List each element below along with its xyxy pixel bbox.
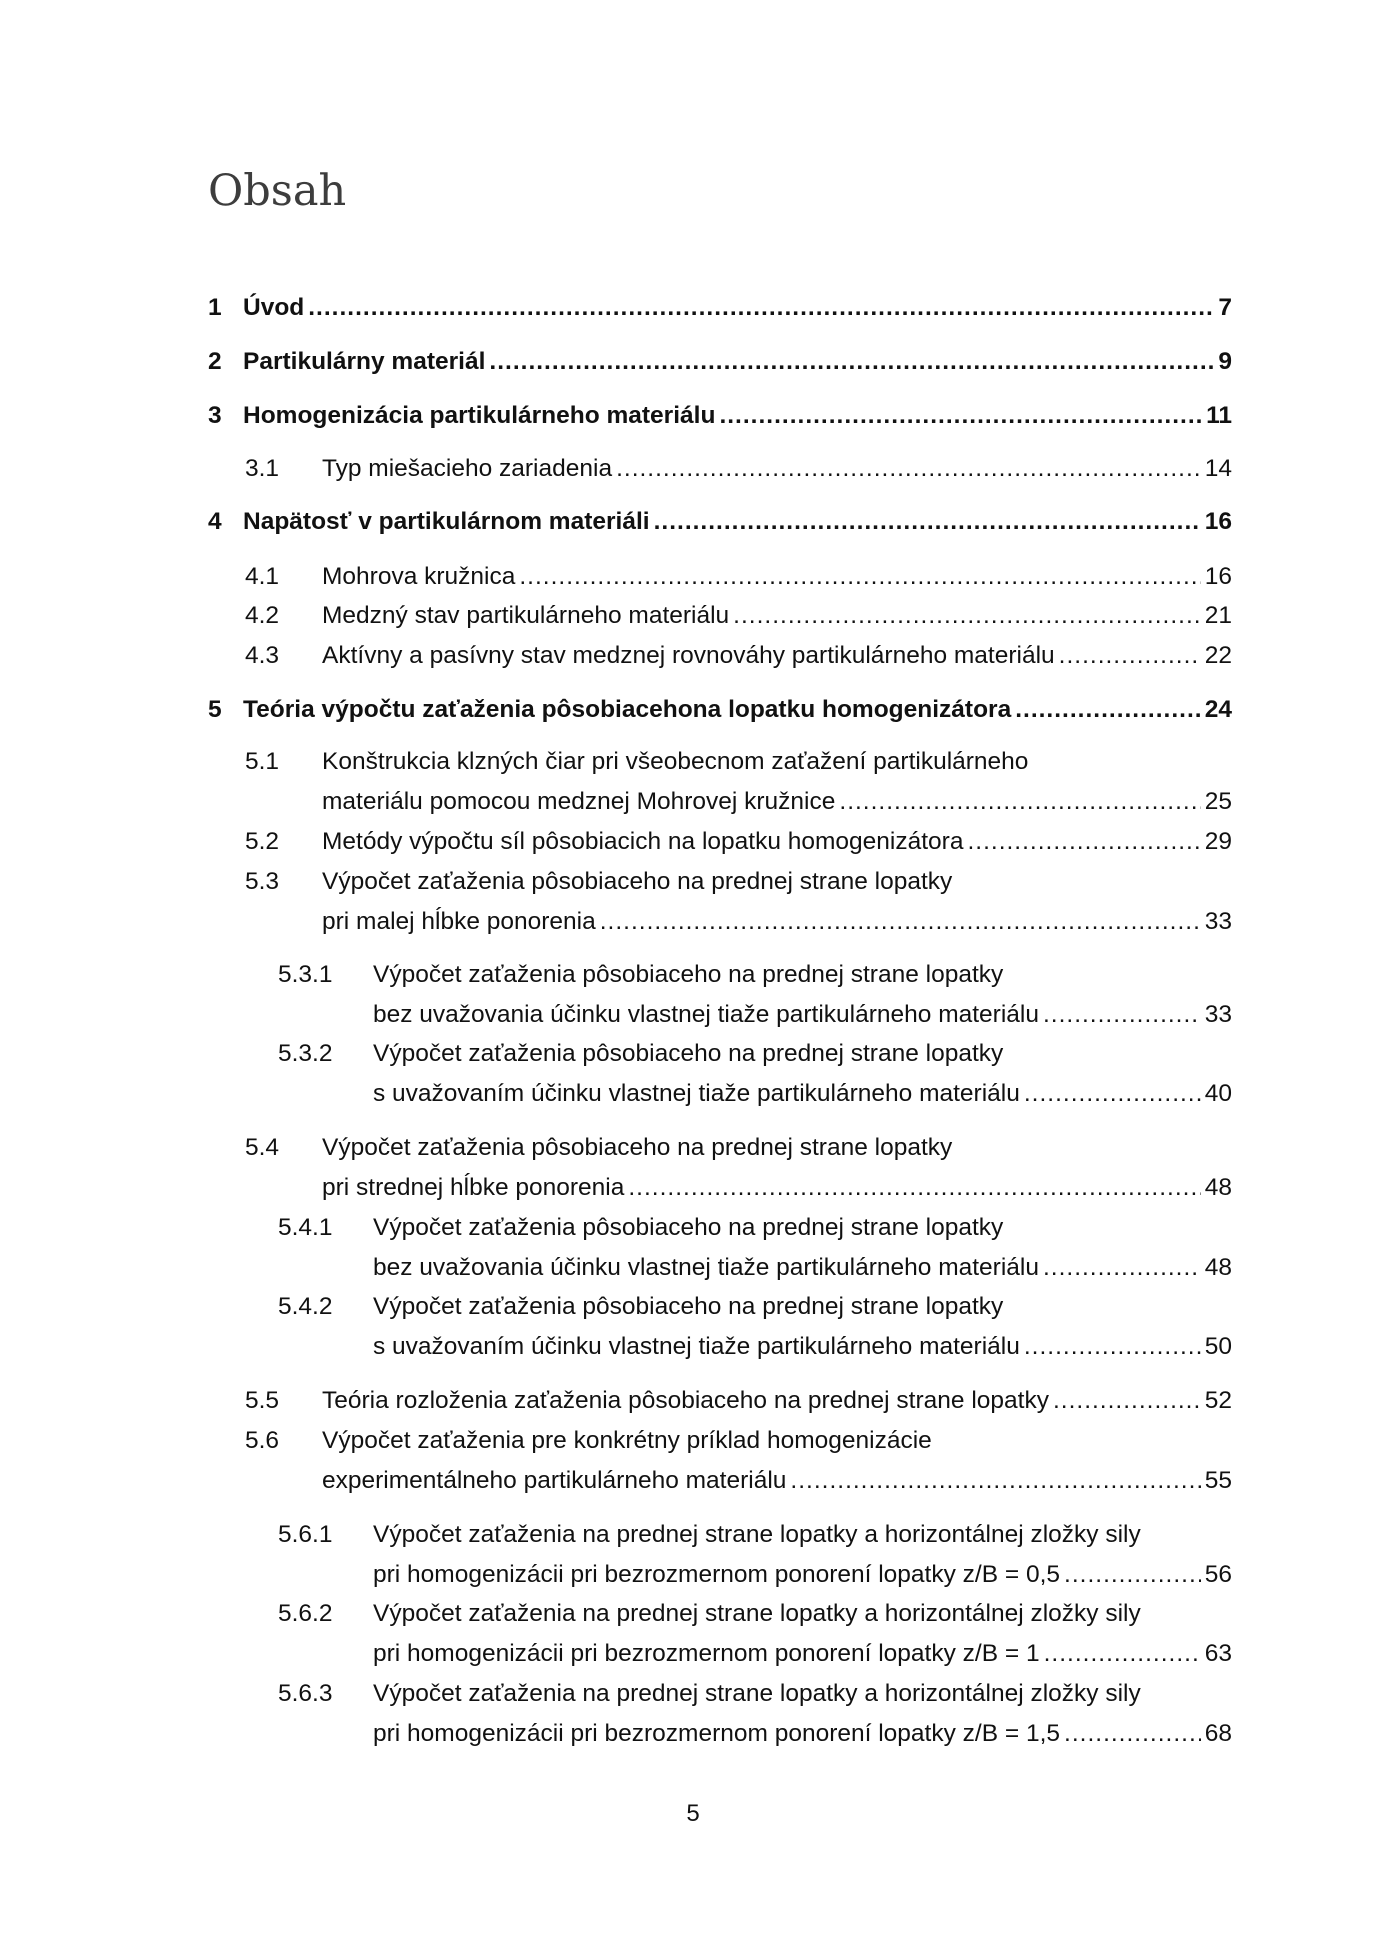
toc-entry-title-line: bez uvažovania účinku vlastnej tiaže partikulárneho materiálu	[373, 1001, 1039, 1028]
dot-leader	[308, 288, 1214, 328]
toc-entry-title-line: experimentálneho partikulárneho materiálu	[322, 1467, 787, 1494]
toc-entry[interactable]	[245, 636, 1232, 676]
toc-entry-number: 5	[208, 696, 222, 723]
toc-entry-title-line: Výpočet zaťaženia pôsobiaceho na prednej strane lopatky	[322, 868, 953, 895]
toc-entry-number: 4	[208, 508, 222, 535]
dot-leader	[1015, 690, 1201, 730]
toc-entry-title-line: pri malej hĺbke ponorenia	[322, 908, 596, 935]
toc-entry-page: 25	[1204, 788, 1232, 815]
dot-leader	[1064, 1555, 1201, 1595]
toc-entry-page: 7	[1218, 294, 1232, 321]
dot-leader	[839, 782, 1200, 822]
toc-entry[interactable]	[245, 1128, 1232, 1208]
toc-entry-title-line: Typ miešacieho zariadenia	[322, 455, 613, 482]
toc-entry-number: 5.4.2	[278, 1293, 333, 1320]
toc-entry[interactable]	[208, 342, 1232, 382]
toc-entry[interactable]	[278, 1515, 1232, 1595]
dot-leader	[628, 1168, 1200, 1208]
toc-entry-page: 52	[1204, 1387, 1232, 1414]
toc-entry-title-line: bez uvažovania účinku vlastnej tiaže partikulárneho materiálu	[373, 1254, 1039, 1281]
toc-entry-title-line: Výpočet zaťaženia pôsobiaceho na prednej strane lopatky	[373, 1214, 1004, 1241]
toc-entry-page: 16	[1204, 508, 1232, 535]
toc-entry-page: 14	[1204, 455, 1232, 482]
toc-entry[interactable]	[245, 1421, 1232, 1501]
toc-entry-title-line: pri homogenizácii pri bezrozmernom ponorení lopatky z/B = 0,5	[373, 1561, 1061, 1588]
toc-entry-page: 33	[1204, 908, 1232, 935]
toc-entry[interactable]	[278, 1594, 1232, 1674]
toc-entry[interactable]	[278, 955, 1232, 1035]
toc-entry[interactable]	[208, 396, 1232, 436]
toc-entry-number: 5.4	[245, 1134, 280, 1161]
toc-entry-title-line: Metódy výpočtu síl pôsobiacich na lopatku homogenizátora	[322, 828, 964, 855]
toc-entry[interactable]	[245, 862, 1232, 942]
toc-entry-title-line: Výpočet zaťaženia pôsobiaceho na prednej strane lopatky	[322, 1134, 953, 1161]
dot-leader	[967, 822, 1200, 862]
toc-entry-title-line: s uvažovaním účinku vlastnej tiaže partikulárneho materiálu	[373, 1333, 1020, 1360]
toc-entry-page: 48	[1204, 1174, 1232, 1201]
toc-entry-title-line: Aktívny a pasívny stav medznej rovnováhy partikulárneho materiálu	[322, 642, 1055, 669]
toc-entry-title-line: Výpočet zaťaženia na prednej strane lopatky a horizontálnej zložky sily	[373, 1600, 1141, 1627]
toc-entry-number: 5.6.3	[278, 1680, 333, 1707]
toc-entry-page: 63	[1204, 1640, 1232, 1667]
toc-entry[interactable]	[208, 690, 1232, 730]
toc-entry-number: 4.3	[245, 642, 280, 669]
toc-entry-title-line: Výpočet zaťaženia pre konkrétny príklad homogenizácie	[322, 1427, 932, 1454]
toc-entry-title-line: Výpočet zaťaženia pôsobiaceho na prednej strane lopatky	[373, 961, 1004, 988]
toc-entry-page: 40	[1204, 1080, 1232, 1107]
toc-entry-number: 5.3	[245, 868, 280, 895]
toc-entry-title-line: Konštrukcia klzných čiar pri všeobecnom zaťažení partikulárneho	[322, 748, 1029, 775]
toc-entry-number: 5.6.1	[278, 1521, 333, 1548]
dot-leader	[1044, 1634, 1201, 1674]
toc-entry-page: 55	[1204, 1467, 1232, 1494]
toc-entry-title-line: Výpočet zaťaženia na prednej strane lopatky a horizontálnej zložky sily	[373, 1521, 1141, 1548]
dot-leader	[616, 449, 1201, 489]
toc-entry-title-line: Teória výpočtu zaťaženia pôsobiacehona lopatku homogenizátora	[243, 696, 1012, 723]
toc-entry[interactable]	[208, 288, 1232, 328]
dot-leader	[1024, 1074, 1201, 1114]
toc-entry-title-line: Medzný stav partikulárneho materiálu	[322, 602, 730, 629]
dot-leader	[733, 596, 1201, 636]
toc-entry-number: 4.1	[245, 563, 280, 590]
toc-entry-title-line: Partikulárny materiál	[243, 348, 486, 375]
toc-entry[interactable]	[245, 596, 1232, 636]
toc-entry-number: 5.1	[245, 748, 280, 775]
toc-entry-page: 56	[1204, 1561, 1232, 1588]
toc-entry[interactable]	[208, 502, 1232, 542]
toc-entry-title-line: pri strednej hĺbke ponorenia	[322, 1174, 625, 1201]
dot-leader	[1024, 1327, 1201, 1367]
toc-entry-number: 5.2	[245, 828, 280, 855]
toc-entry[interactable]	[245, 449, 1232, 489]
dot-leader	[1064, 1714, 1201, 1754]
toc-entry-number: 3	[208, 402, 222, 429]
toc-entry-title-line: Úvod	[243, 294, 305, 321]
toc-entry[interactable]	[245, 822, 1232, 862]
dot-leader	[719, 396, 1202, 436]
toc-entry-page: 24	[1204, 696, 1232, 723]
toc-entry-page: 48	[1204, 1254, 1232, 1281]
toc-entry-page: 9	[1218, 348, 1232, 375]
dot-leader	[1059, 636, 1201, 676]
toc-entry[interactable]	[245, 557, 1232, 597]
dot-leader	[600, 902, 1201, 942]
toc-entry-number: 2	[208, 348, 222, 375]
toc-entry-page: 33	[1204, 1001, 1232, 1028]
toc-entry-page: 16	[1204, 563, 1232, 590]
dot-leader	[519, 557, 1200, 597]
toc-entry-number: 5.6	[245, 1427, 280, 1454]
toc-entry-number: 3.1	[245, 455, 280, 482]
toc-entry-number: 5.3.2	[278, 1040, 333, 1067]
toc-entry[interactable]	[278, 1034, 1232, 1114]
toc-entry[interactable]	[278, 1287, 1232, 1367]
dot-leader	[1043, 995, 1201, 1035]
toc-entry-page: 68	[1204, 1720, 1232, 1747]
toc-entry[interactable]	[278, 1208, 1232, 1288]
dot-leader	[790, 1461, 1200, 1501]
toc-entry-title-line: materiálu pomocou medznej Mohrovej kružnice	[322, 788, 836, 815]
page-number: 5	[686, 1800, 700, 1827]
toc-entry-title-line: pri homogenizácii pri bezrozmernom ponorení lopatky z/B = 1	[373, 1640, 1040, 1667]
toc-entry-title-line: Homogenizácia partikulárneho materiálu	[243, 402, 716, 429]
dot-leader	[1043, 1248, 1201, 1288]
toc-entry-title-line: pri homogenizácii pri bezrozmernom ponorení lopatky z/B = 1,5	[373, 1720, 1061, 1747]
toc-entry-title-line: Teória rozloženia zaťaženia pôsobiaceho na prednej strane lopatky	[322, 1387, 1049, 1414]
toc-entry-title-line: Výpočet zaťaženia pôsobiaceho na prednej strane lopatky	[373, 1293, 1004, 1320]
toc-entry[interactable]	[245, 742, 1232, 822]
toc-entry-page: 11	[1206, 402, 1232, 429]
toc-entry-title-line: Výpočet zaťaženia pôsobiaceho na prednej strane lopatky	[373, 1040, 1004, 1067]
toc-entry-title-line: s uvažovaním účinku vlastnej tiaže partikulárneho materiálu	[373, 1080, 1020, 1107]
toc-entry-number: 1	[208, 294, 222, 321]
toc-entry-number: 5.3.1	[278, 961, 333, 988]
toc-entry-number: 5.6.2	[278, 1600, 333, 1627]
toc-entry[interactable]	[245, 1381, 1232, 1421]
page-title: Obsah	[208, 166, 347, 216]
toc-entry-number: 5.4.1	[278, 1214, 333, 1241]
toc-entry-number: 5.5	[245, 1387, 280, 1414]
toc-entry-page: 29	[1204, 828, 1232, 855]
toc-entry-page: 21	[1204, 602, 1232, 629]
toc-entry-page: 22	[1204, 642, 1232, 669]
toc-entry-page: 50	[1204, 1333, 1232, 1360]
toc-entry-title-line: Výpočet zaťaženia na prednej strane lopatky a horizontálnej zložky sily	[373, 1680, 1141, 1707]
dot-leader	[489, 342, 1214, 382]
toc-entry-title-line: Napätosť v partikulárnom materiáli	[243, 508, 650, 535]
toc-entry[interactable]	[278, 1674, 1232, 1754]
dot-leader	[1053, 1381, 1201, 1421]
toc-entry-title-line: Mohrova kružnica	[322, 563, 516, 590]
dot-leader	[654, 502, 1201, 542]
toc-entry-number: 4.2	[245, 602, 280, 629]
